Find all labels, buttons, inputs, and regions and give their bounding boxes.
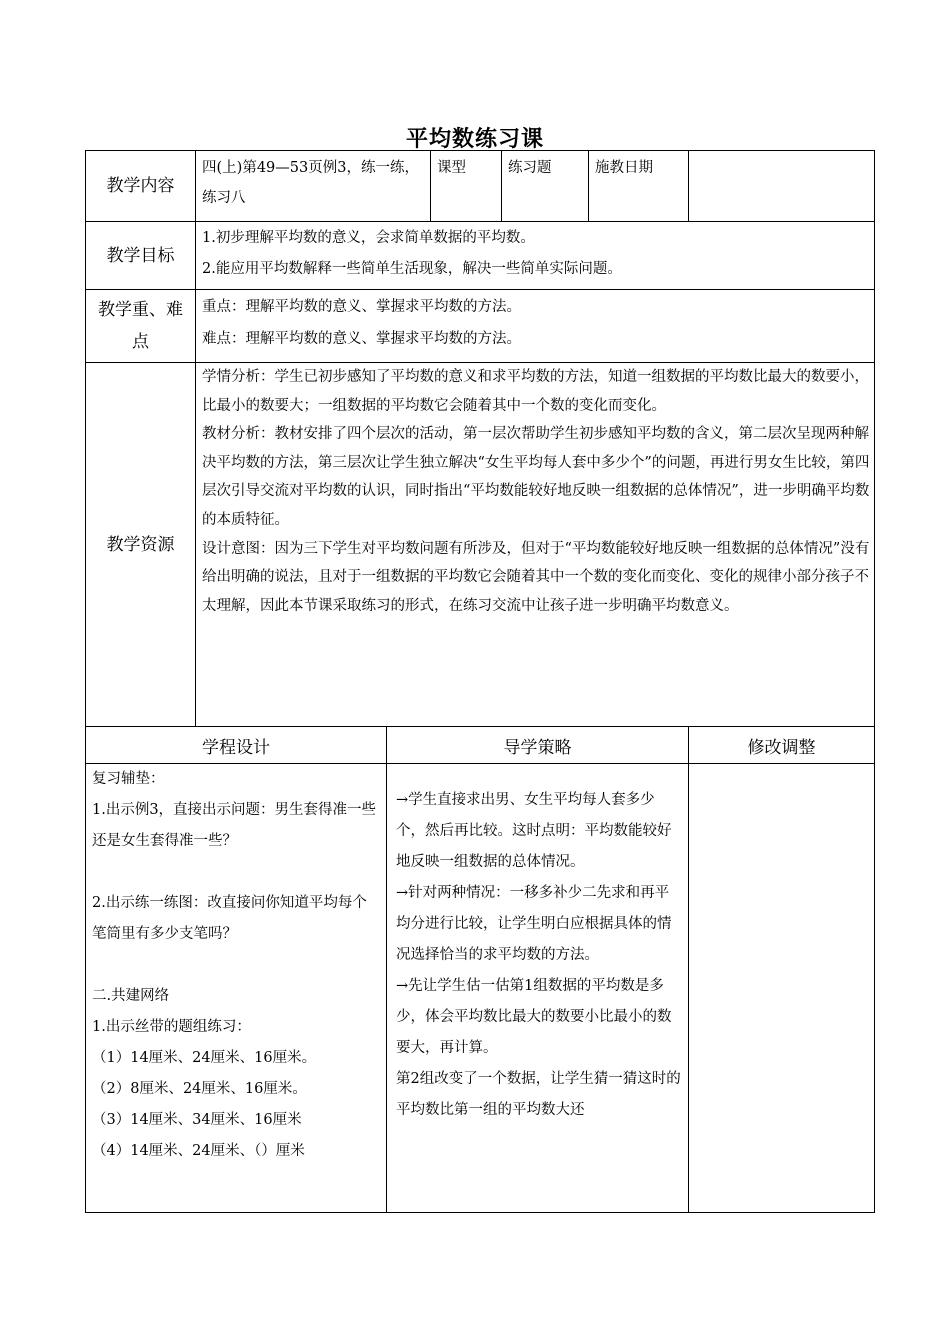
- resource-paragraph: 设计意图：因为三下学生对平均数问题有所涉及，但对于“平均数能较好地反映一组数据的总体情况”没有给出明确的说法，且对于一组数据的平均数它会随着其中一个数的变化而变化、变化的规律小部分孩子不太理解，因此本节课采取练习的形式，在练习交流中让孩子进一步明确平均数意义。: [202, 540, 870, 614]
- teaching-content-label-text: 教学内容: [106, 176, 175, 196]
- strategy-item: 第2组改变了一个数据，让学生猜一猜这时的平均数比第一组的平均数大还: [396, 1071, 681, 1118]
- date-label: 施教日期: [595, 160, 653, 176]
- teaching-goals-label-text: 教学目标: [106, 245, 175, 266]
- strategy-column: [386, 763, 689, 1213]
- difficult-point-item: 难点：理解平均数的意义、掌握求平均数的方法。: [202, 331, 521, 347]
- exercise-item: （3）14厘米、34厘米、16厘米: [92, 1112, 302, 1128]
- teaching-goals-cell: [195, 221, 875, 290]
- date-value-cell: [688, 150, 875, 222]
- lesson-type-label-cell: [430, 150, 502, 222]
- goal-item: 1.初步理解平均数的意义，会求简单数据的平均数。: [202, 230, 535, 246]
- key-points-label: [85, 289, 196, 363]
- design-column: [85, 763, 387, 1213]
- design-item: 2.出示练一练图：改直接问你知道平均每个笔筒里有多少支笔吗？: [92, 895, 367, 942]
- section-title: 二.共建网络: [92, 988, 170, 1004]
- review-title: 复习辅垫：: [92, 771, 165, 787]
- design-item: 1.出示例3，直接出示问题：男生套得准一些还是女生套得准一些？: [92, 802, 377, 849]
- resource-paragraph: 教材分析：教材安排了四个层次的活动，第一层次帮助学生初步感知平均数的含义，第二层次呈现两种解决平均数的方法，第三层次让学生独立解决“女生平均每人套中多少个”的问题，再进行男女生比较，第四层次引导交流对平均数的认识，同时指出“平均数能较好地反映一组数据的总体情况”，进一步明确平均数的本质特征。: [202, 426, 870, 528]
- teaching-resources-label-text: 教学资源: [106, 534, 175, 555]
- strategy-header: [386, 726, 689, 764]
- exercise-item: （4）14厘米、24厘米、（）厘米: [92, 1143, 305, 1159]
- key-point-item: 重点：理解平均数的意义、掌握求平均数的方法。: [202, 299, 521, 315]
- teaching-resources-label: [85, 362, 196, 727]
- teaching-content-label: [85, 150, 196, 222]
- adjust-column: [688, 763, 875, 1213]
- exercise-item: （1）14厘米、24厘米、16厘米。: [92, 1050, 317, 1066]
- key-points-cell: [195, 289, 875, 363]
- resource-paragraph: 学情分析：学生已初步感知了平均数的意义和求平均数的方法，知道一组数据的平均数比最大的数要小，比最小的数要大；一组数据的平均数它会随着其中一个数的变化而变化。: [202, 369, 869, 414]
- lesson-type-value: 练习题: [508, 160, 552, 176]
- strategy-item: →针对两种情况：一移多补少二先求和再平均分进行比较，让学生明白应根据具体的情况选择恰当的求平均数的方法。: [396, 885, 672, 963]
- adjust-header-text: 修改调整: [747, 737, 816, 758]
- date-label-cell: [588, 150, 689, 222]
- design-header: [85, 726, 387, 764]
- strategy-item: →学生直接求出男、女生平均每人套多少个，然后再比较。这时点明：平均数能较好地反映一组数据的总体情况。: [396, 792, 672, 870]
- strategy-header-text: 导学策略: [503, 737, 572, 758]
- teaching-resources-cell: [195, 362, 875, 727]
- lesson-type-label: 课型: [437, 160, 466, 176]
- page-title: 平均数练习课: [405, 126, 544, 152]
- adjust-header: [688, 726, 875, 764]
- exercise-item: （2）8厘米、24厘米、16厘米。: [92, 1081, 307, 1097]
- key-points-label-text: 教学重、难点: [98, 300, 183, 352]
- teaching-content-cell: [195, 150, 431, 222]
- design-header-text: 学程设计: [202, 737, 270, 758]
- exercise-title: 1.出示丝带的题组练习：: [92, 1019, 251, 1035]
- teaching-content-text: 四(上)第49—53页例3，练一练，练习八: [202, 160, 419, 206]
- strategy-item: →先让学生估一估第1组数据的平均数是多少，体会平均数比最大的数要小比最小的数要大，再计算。: [396, 978, 672, 1056]
- goal-item: 2.能应用平均数解释一些简单生活现象，解决一些简单实际问题。: [202, 261, 622, 277]
- teaching-goals-label: [85, 221, 196, 290]
- lesson-type-value-cell: [501, 150, 589, 222]
